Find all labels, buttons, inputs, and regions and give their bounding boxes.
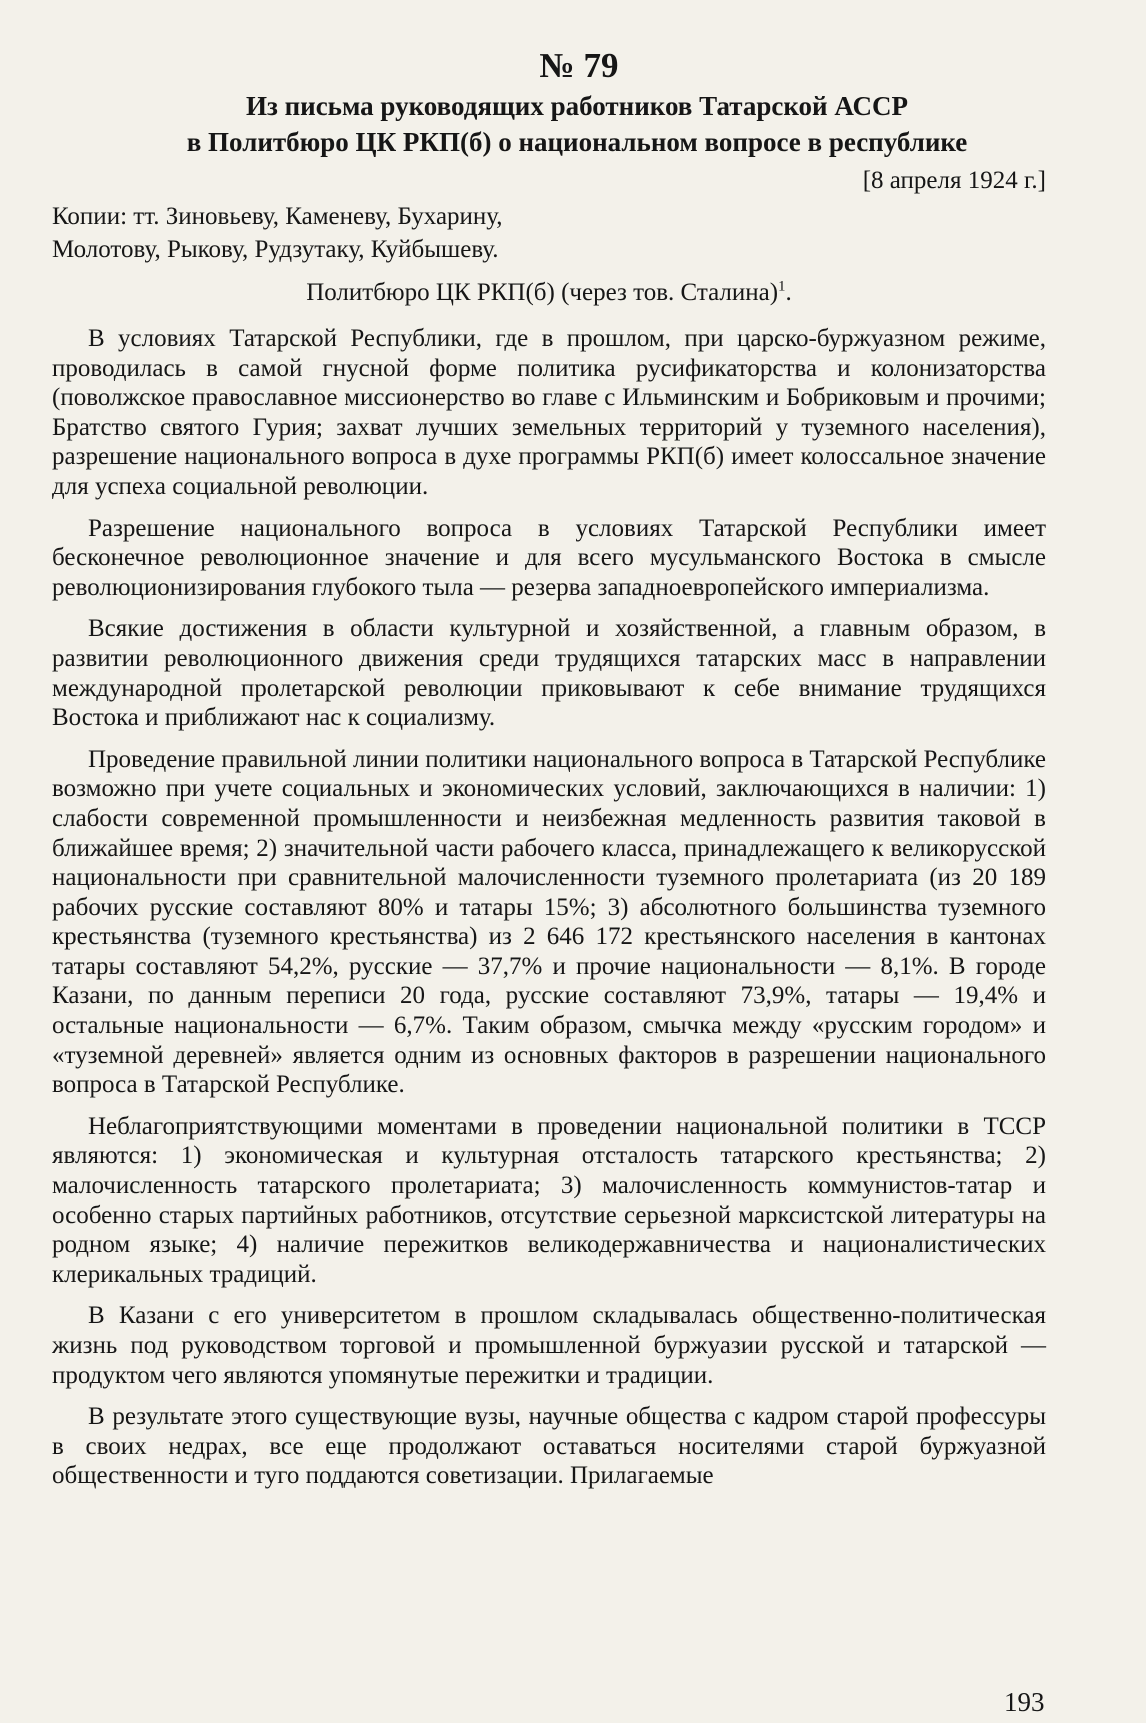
document-title	[52, 88, 1046, 160]
copies-list	[52, 200, 1046, 266]
page-number: 193	[1004, 1687, 1045, 1717]
paragraph: В Казани с его университетом в прошлом складывалась общественно-политическая жизнь под руководством торговой и промышленной буржуазии русской и татарской — продуктом чего являются упомянутые пережитки и традиции.	[52, 1302, 1046, 1389]
paragraph: В результате этого существующие вузы, научные общества с кадром старой профессуры в своих недрах, все еще продолжают оставаться носителями старой буржуазной общественности и туго поддаются советизации. Прилагаемые	[52, 1403, 1046, 1490]
paragraph: Неблагоприятствующими моментами в проведении национальной политики в ТССР являются: 1) экономическая и культурная отсталость татарского крестьянства; 2) малочисленность татарского пролетариата; 3) малочисленность коммунистов-татар и особенно старых партийных работников, отсутствие серьезной марксистской литературы на родном языке; 4) наличие пережитков великодержавничества и националистических клерикальных традиций.	[52, 1112, 1046, 1288]
paragraph: Проведение правильной линии политики национального вопроса в Татарской Республике возможно при учете социальных и экономических условий, заключающихся в наличии: 1) слабости современной промышленности и неизбежная медленность развития таковой в ближайшее время; 2) значительной части рабочего класса, принадлежащего к великорусской национальности при сравнительной малочисленности туземного пролетариата (из 20 189 рабочих русские составляют 80% и татары 15%; 3) абсолютного большинства туземного крестьянства (туземного крестьянства) из 2 646 172 крестьянского населения в кантонах татары составляют 54,2%, русские — 37,7% и прочие национальности — 8,1%. В городе Казани, по данным переписи 20 года, русские составляют 73,9%, татары — 19,4% и остальные национальности — 6,7%. Таким образом, смычка между «русским городом» и «туземной деревней» является одним из основных факторов в разрешении национального вопроса в Татарской Республике.	[52, 745, 1046, 1099]
document-date: [8 апреля 1924 г.]	[862, 167, 1046, 194]
addressee-text: Политбюро ЦК РКП(б) (через тов. Сталина)	[306, 279, 779, 306]
addressee-end: .	[785, 279, 792, 306]
footnote-marker: 1	[778, 278, 786, 295]
document-title-line: Из письма руководящих работников Татарской АССР	[245, 91, 909, 121]
document-number: № 79	[539, 46, 619, 85]
paragraph: Всякие достижения в области культурной и хозяйственной, а главным образом, в развитии революционного движения среди трудящихся татарских масс в направлении международной пролетарской революции приковывают к себе внимание трудящихся Востока и приближают нас к социализму.	[52, 615, 1046, 732]
paragraph: В условиях Татарской Республики, где в прошлом, при царско-буржуазном режиме, проводилась в самой гнусной форме политика русификаторства и колонизаторства (поволжское православное миссионерство во главе с Ильминским и Бобриковым и прочими; Братство святого Гурия; захват лучших земельных территорий у туземного населения), разрешение национального вопроса в духе программы РКП(б) имеет колоссальное значение для успеха социальной революции.	[52, 325, 1046, 500]
letter-body	[52, 324, 1046, 1491]
document-page	[52, 46, 1046, 1717]
document-title-line: в Политбюро ЦК РКП(б) о национальном вопросе в республике	[186, 127, 968, 157]
copies-line: Молотову, Рыкову, Рудзутаку, Куйбышеву.	[52, 236, 499, 263]
copies-line: Копии: тт. Зиновьеву, Каменеву, Бухарину,	[52, 203, 503, 230]
paragraph: Разрешение национального вопроса в условиях Татарской Республики имеет бесконечное революционное значение и для всего мусульманского Востока в смысле революционизирования глубокого тыла — резерва западноевропейского империализма.	[52, 514, 1046, 601]
addressee	[52, 276, 1046, 310]
